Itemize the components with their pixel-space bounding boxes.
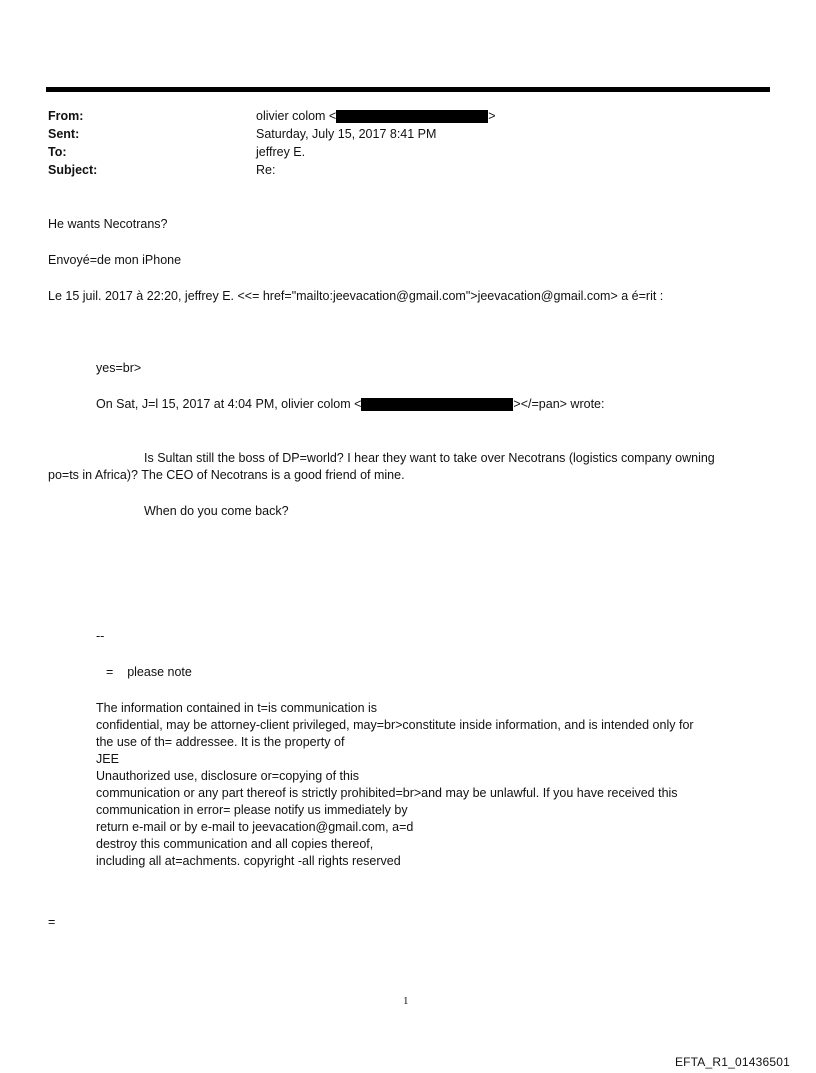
disclaimer-line: the use of th= addressee. It is the property of — [96, 735, 345, 749]
signature-separator: -- — [96, 629, 105, 643]
subject-label: Subject: — [48, 163, 98, 177]
sent-label: Sent: — [48, 127, 80, 141]
reply-line-1: yes=br> — [96, 361, 142, 375]
redaction-block — [361, 398, 513, 411]
quote-line-2: When do you come back? — [144, 504, 289, 518]
body-line-1: He wants Necotrans? — [48, 217, 168, 231]
page-number: 1 — [403, 995, 409, 1007]
document-id: EFTA_R1_01436501 — [674, 1055, 790, 1069]
disclaimer-line: Unauthorized use, disclosure or=copying of this — [96, 769, 359, 783]
disclaimer-line: communication in error= please notify us immediately by — [96, 803, 408, 817]
disclaimer-line: return e-mail or by e-mail to jeevacation@gmail.com, a=d — [96, 820, 414, 834]
from-label: From: — [48, 109, 84, 123]
disclaimer-line: including all at=achments. copyright -all rights reserved — [96, 854, 401, 868]
quote-line-1: Is Sultan still the boss of DP=world? I hear they want to take over Necotrans (logistics company owning — [144, 451, 715, 465]
confidentiality-disclaimer — [96, 700, 694, 870]
body-line-2: Envoyé=de mon iPhone — [48, 253, 182, 267]
from-value — [256, 107, 496, 125]
disclaimer-line: confidential, may be attorney-client privileged, may=br>constitute inside information, and is intended only for — [96, 718, 694, 732]
disclaimer-line: JEE — [96, 752, 119, 766]
body-line-3: Le 15 juil. 2017 à 22:20, jeffrey E. <<= href="mailto:jeevacation@gmail.com">jeevacation@gmail.com> a é=rit : — [48, 289, 664, 303]
reply-line-2-end: ></=pan> wrote: — [513, 397, 605, 411]
reply-line-2-start: On Sat, J=l 15, 2017 at 4:04 PM, olivier colom < — [96, 397, 362, 411]
reply-line-2 — [96, 396, 604, 413]
disclaimer-line: The information contained in t=is communication is — [96, 701, 378, 715]
from-name: olivier colom < — [256, 109, 337, 123]
from-bracket: > — [488, 109, 496, 123]
header-rule — [46, 87, 770, 92]
quote-line-1-cont: po=ts in Africa)? The CEO of Necotrans is a good friend of mine. — [48, 468, 405, 482]
disclaimer-line: communication or any part thereof is strictly prohibited=br>and may be unlawful. If you have received this — [96, 786, 678, 800]
sent-value: Saturday, July 15, 2017 8:41 PM — [256, 127, 437, 141]
redaction-block — [336, 110, 488, 123]
to-label: To: — [48, 145, 67, 159]
trailing-equals: = — [48, 915, 56, 929]
please-note: = please note — [106, 665, 192, 679]
disclaimer-line: destroy this communication and all copies thereof, — [96, 837, 374, 851]
subject-value: Re: — [256, 163, 276, 177]
to-value: jeffrey E. — [256, 145, 306, 159]
